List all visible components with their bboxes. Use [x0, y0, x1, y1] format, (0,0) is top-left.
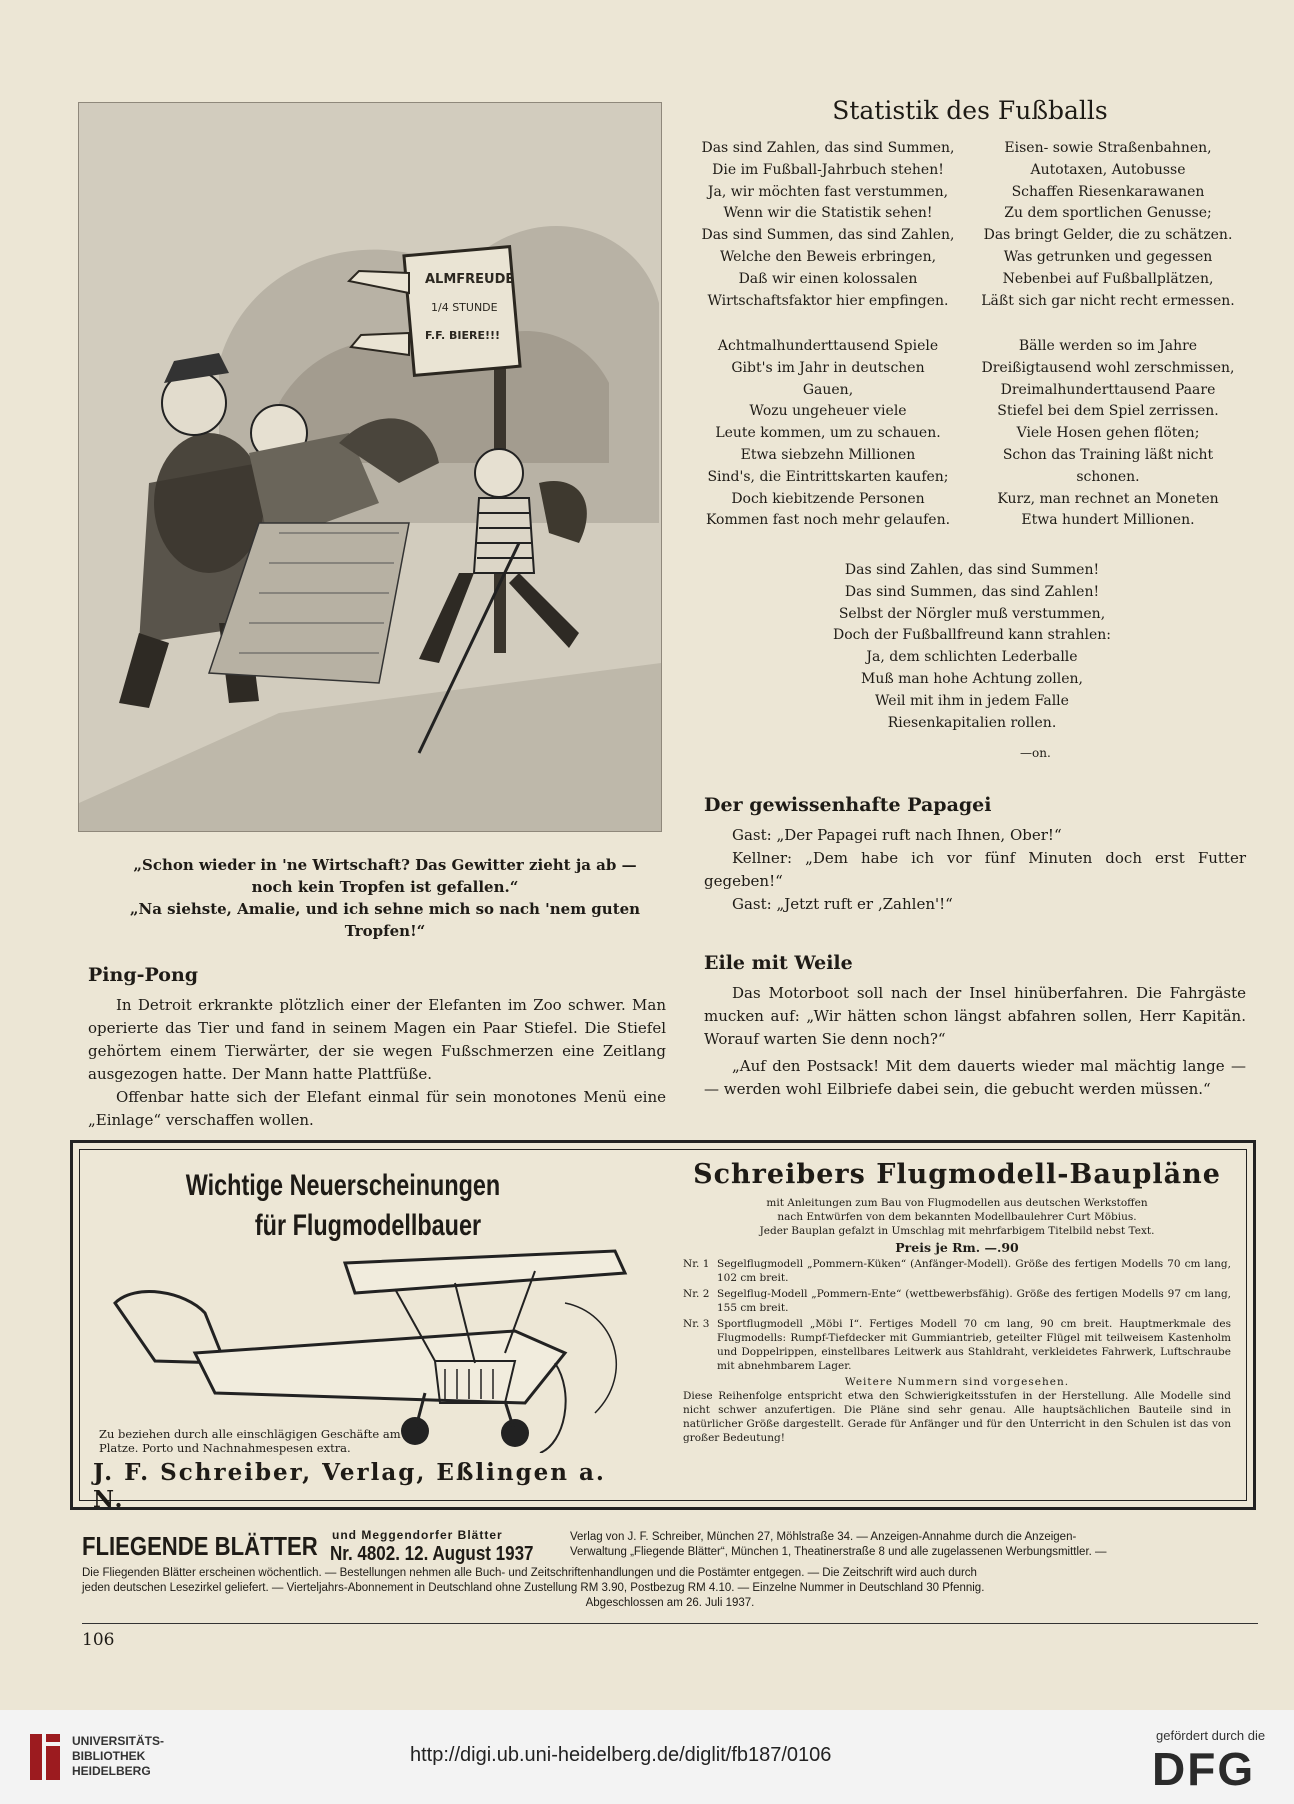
- ad-item-2-number: Nr. 2: [683, 1288, 710, 1300]
- footer-masthead: FLIEGENDE BLÄTTER: [82, 1531, 318, 1561]
- poem-line: Selbst der Nörgler muß verstummen,: [838, 605, 1106, 622]
- ad-right-title: Schreibers Flugmodell-Baupläne: [693, 1159, 1221, 1190]
- ad-left-note-line-2: Platze. Porto und Nachnahmespesen extra.: [99, 1441, 351, 1455]
- poem-line: Das sind Summen, das sind Zahlen!: [844, 583, 1100, 600]
- ping-pong-paragraph-1: In Detroit erkrankte plötzlich einer der Elefanten im Zoo schwer. Man operierte das Tier und fand in seinem Magen ein Paar Stiefel. Die Stiefel gehörtem einem Tierwärter, der sie wegen Fußschmerzen eine Zeitlang ausgezogen hatte. Der Mann hatte Plattfüße.: [88, 996, 666, 1083]
- digitization-bar: [0, 1710, 1294, 1804]
- ping-pong-title: Ping-Pong: [88, 964, 199, 986]
- poem-line: Zu dem sportlichen Genusse;: [1004, 205, 1212, 222]
- cartoon-illustration: [78, 102, 662, 832]
- poem-line: Bälle werden so im Jahre: [1018, 338, 1198, 354]
- caption-line-2: noch kein Tropfen ist gefallen.“: [251, 878, 519, 896]
- poem-line: Die im Fußball-Jahrbuch stehen!: [712, 161, 944, 178]
- caption-line-3: „Na siehste, Amalie, und ich sehne mich so nach 'nem guten Tropfen!“: [129, 900, 641, 940]
- poem-title: Statistik des Fußballs: [832, 96, 1108, 125]
- poem-line: Schon das Training läßt nicht: [1002, 446, 1214, 463]
- ad-item-2: [683, 1287, 1231, 1315]
- footer-subscription: [82, 1566, 1258, 1611]
- poem-line: Das sind Summen, das sind Zahlen,: [701, 227, 955, 244]
- poem-line: Welche den Beweis erbringen,: [719, 248, 937, 265]
- ad-left-note-line-1: Zu beziehen durch alle einschlägigen Geschäfte am: [99, 1427, 401, 1441]
- poem-line: schonen.: [1076, 468, 1140, 485]
- poem-line: Wenn wir die Statistik sehen!: [723, 205, 933, 222]
- ad-right-column: [683, 1159, 1231, 1445]
- ad-closing: Diese Reihenfolge entspricht etwa den Schwierigkeitsstufen in der Herstellung. Alle Modelle sind nicht schwer anzufertigen. Die Pläne sind sehr genau. Alle hauptsächlichen Bauteile sind in natürlicher Größe dargestellt. Gerade für Anfänger und für den Unterricht in den Schulen ist das von großer Bedeutung!: [683, 1390, 1231, 1444]
- eile-paragraph-1: Das Motorboot soll nach der Insel hinüberfahren. Die Fahrgäste mucken auf: „Wir hätten schon längst abfahren sollen, Herr Kapitän. Worauf warten Sie denn noch?“: [704, 984, 1246, 1048]
- footer-sub-masthead: und Meggendorfer Blätter: [332, 1528, 503, 1542]
- poem-line: Wozu ungeheuer viele: [749, 403, 907, 420]
- sign-line-3: F.F. BIERE!!!: [425, 329, 501, 342]
- poem-line: Stiefel bei dem Spiel zerrissen.: [997, 403, 1219, 420]
- poem-line: Das sind Zahlen, das sind Summen,: [701, 140, 955, 156]
- ad-intro-2: nach Entwürfen von dem bekannten Modellbaulehrer Curt Möbius.: [777, 1211, 1137, 1223]
- poem-line: Kommen fast noch mehr gelaufen.: [705, 512, 951, 529]
- ad-left-title-1: Wichtige Neuerscheinungen: [185, 1169, 501, 1202]
- cartoon-drawing: [79, 103, 661, 831]
- poem-line: Etwa hundert Millionen.: [1021, 512, 1195, 529]
- poem-line: Dreißigtausend wohl zerschmissen,: [981, 359, 1235, 376]
- poem-line: Gibt's im Jahr in deutschen: [731, 359, 925, 376]
- ping-pong-paragraph-2: Offenbar hatte sich der Elefant einmal für sein monotones Menü eine „Einlage“ verschaffen wollen.: [88, 1088, 666, 1129]
- poem-line: Muß man hohe Achtung zollen,: [861, 670, 1083, 687]
- poem-line: Riesenkapitalien rollen.: [887, 714, 1057, 731]
- ad-item-1-text: Segelflugmodell „Pommern-Küken“ (Anfänger-Modell). Größe des fertigen Modells 70 cm lang, 102 cm breit.: [717, 1258, 1231, 1284]
- ad-price: Preis je Rm. —.90: [895, 1240, 1019, 1255]
- papagei-line-1: Gast: „Der Papagei ruft nach Ihnen, Ober!“: [732, 826, 1062, 844]
- poem-line: Was getrunken und gegessen: [1003, 248, 1213, 265]
- footer-line-3: Die Fliegenden Blätter erscheinen wöchentlich. — Bestellungen nehmen alle Buch- und Zeitschriftenhandlungen und die Postämter entgegen. — Die Zeitschrift wird auch durch: [82, 1567, 977, 1579]
- ad-publisher: J. F. Schreiber, Verlag, Eßlingen a. N.: [93, 1459, 606, 1513]
- ad-item-3: [683, 1317, 1231, 1373]
- sign-line-1: ALMFREUDE: [425, 272, 515, 287]
- poem-line: Das bringt Gelder, die zu schätzen.: [983, 227, 1233, 244]
- poem-line: Achtmalhunderttausend Spiele: [717, 338, 939, 354]
- poem-final-stanza: [812, 560, 1132, 734]
- airplane-drawing: [95, 1243, 675, 1453]
- poem-line: Weil mit ihm in jedem Falle: [875, 692, 1069, 709]
- poem-line: Viele Hosen gehen flöten;: [1016, 425, 1200, 442]
- ad-item-2-text: Segelflug-Modell „Pommern-Ente“ (wettbewerbsfähig). Größe des fertigen Modells 97 cm lang, 155 cm breit.: [717, 1288, 1231, 1314]
- poem-line: Wirtschaftsfaktor hier empfingen.: [707, 292, 949, 309]
- poem-line: Eisen- sowie Straßenbahnen,: [1004, 140, 1212, 156]
- poem-line: Kurz, man rechnet an Moneten: [997, 490, 1219, 507]
- footer-line-4: jeden deutschen Lesezirkel geliefert. — Vierteljahrs-Abonnement in Deutschland ohne Zustellung RM 3.90, Postbezug RM 4.10. — Einzelne Nummer in Deutschland 30 Pfennig.: [82, 1582, 985, 1594]
- ad-item-3-text: Sportflugmodell „Möbi I“. Fertiges Modell 70 cm lang, 90 cm breit. Hauptmerkmale des Flugmodells: Rumpf-Tiefdecker mit Gummiantrieb, geteilter Flügel mit teilweisem Kastenholm und Doppelrippen, einstellbares Leitwerk aus Stahldraht, verkleidetes Fahrwerk, Luftschraube mit abnehmbarem Lager.: [717, 1318, 1231, 1372]
- ad-intro-3: Jeder Bauplan gefalzt in Umschlag mit mehrfarbigem Titelbild nebst Text.: [759, 1225, 1155, 1237]
- ad-left-note: [99, 1427, 539, 1455]
- library-name-line-1: UNIVERSITÄTS-: [72, 1734, 165, 1748]
- funded-by-text: gefördert durch die: [1156, 1728, 1266, 1743]
- poem-stanza-right-2: [972, 336, 1244, 532]
- poem-line: Daß wir einen kolossalen: [738, 270, 918, 287]
- poem-stanza-right-1: [972, 138, 1244, 312]
- poem-stanza-left-1: [692, 138, 964, 312]
- poem-line: Gauen,: [802, 381, 854, 398]
- caption-line-1: „Schon wieder in 'ne Wirtschaft? Das Gewitter zieht ja ab —: [133, 856, 637, 874]
- footer-line-5: Abgeschlossen am 26. Juli 1937.: [585, 1597, 755, 1609]
- page-url-link[interactable]: http://digi.ub.uni-heidelberg.de/diglit/fb187/0106: [410, 1744, 832, 1766]
- eile-paragraph-2: „Auf den Postsack! Mit dem dauerts wieder mal mächtig lange — — werden wohl Eilbriefe dabei sein, die gebucht werden müssen.“: [704, 1057, 1246, 1098]
- poem-line: Doch kiebitzende Personen: [731, 490, 925, 507]
- poem-line: Leute kommen, um zu schauen.: [715, 425, 941, 442]
- poem-line: Ja, dem schlichten Lederballe: [866, 649, 1078, 666]
- sign-line-2: 1/4 STUNDE: [431, 301, 498, 314]
- poem-signature: —on.: [1020, 746, 1051, 760]
- papagei-article: [704, 794, 1246, 916]
- footer-issue: Nr. 4802. 12. August 1937: [330, 1543, 534, 1565]
- ping-pong-article: [88, 964, 666, 1132]
- footer-publisher: [570, 1530, 1250, 1560]
- dfg-logo: DFG: [1152, 1743, 1256, 1795]
- university-logo-icon: [26, 1732, 66, 1782]
- papagei-line-2: Kellner: „Dem habe ich vor fünf Minuten doch erst Futter gegeben!“: [704, 849, 1246, 890]
- poem-line: Sind's, die Eintrittskarten kaufen;: [707, 468, 949, 485]
- footer-rule: [82, 1623, 1258, 1624]
- eile-article: [704, 952, 1246, 1101]
- poem-line: Autotaxen, Autobusse: [1030, 161, 1186, 178]
- poem-line: Ja, wir möchten fast verstummen,: [707, 183, 949, 200]
- papagei-title: Der gewissenhafte Papagei: [704, 794, 992, 816]
- advertisement-box: [70, 1140, 1256, 1513]
- library-name-line-2: BIBLIOTHEK: [72, 1749, 146, 1763]
- poem-line: Doch der Fußballfreund kann strahlen:: [833, 627, 1111, 644]
- poem-line: Dreimalhunderttausend Paare: [1000, 381, 1216, 398]
- cartoon-caption: [95, 854, 675, 942]
- papagei-line-3: Gast: „Jetzt ruft er ‚Zahlen'!“: [732, 895, 953, 913]
- ad-item-1: [683, 1257, 1231, 1285]
- poem-line: Nebenbei auf Fußballplätzen,: [1002, 270, 1214, 287]
- eile-title: Eile mit Weile: [704, 952, 853, 974]
- ad-intro-1: mit Anleitungen zum Bau von Flugmodellen aus deutschen Werkstoffen: [766, 1197, 1148, 1209]
- ad-item-3-number: Nr. 3: [683, 1318, 710, 1330]
- ad-left-title-2: für Flugmodellbauer: [254, 1209, 482, 1242]
- footer-publisher-line-2: Verwaltung „Fliegende Blätter“, München 1, Theatinerstraße 8 und alle zugelassenen Werbungsmittler. —: [570, 1546, 1107, 1558]
- footer-publisher-line-1: Verlag von J. F. Schreiber, München 27, Möhlstraße 34. — Anzeigen-Annahme durch die Anzeigen-: [570, 1531, 1077, 1543]
- poem-line: Schaffen Riesenkarawanen: [1011, 183, 1205, 200]
- poem-stanza-left-2: [692, 336, 964, 532]
- poem-line: Das sind Zahlen, das sind Summen!: [844, 562, 1100, 578]
- ad-item-1-number: Nr. 1: [683, 1258, 710, 1270]
- poem-line: Läßt sich gar nicht recht ermessen.: [981, 292, 1235, 309]
- poem-line: Etwa siebzehn Millionen: [740, 446, 916, 463]
- library-name-line-3: HEIDELBERG: [72, 1764, 151, 1778]
- page-number: 106: [82, 1630, 115, 1650]
- ad-more: Weitere Nummern sind vorgesehen.: [844, 1376, 1070, 1388]
- library-name: [72, 1734, 164, 1779]
